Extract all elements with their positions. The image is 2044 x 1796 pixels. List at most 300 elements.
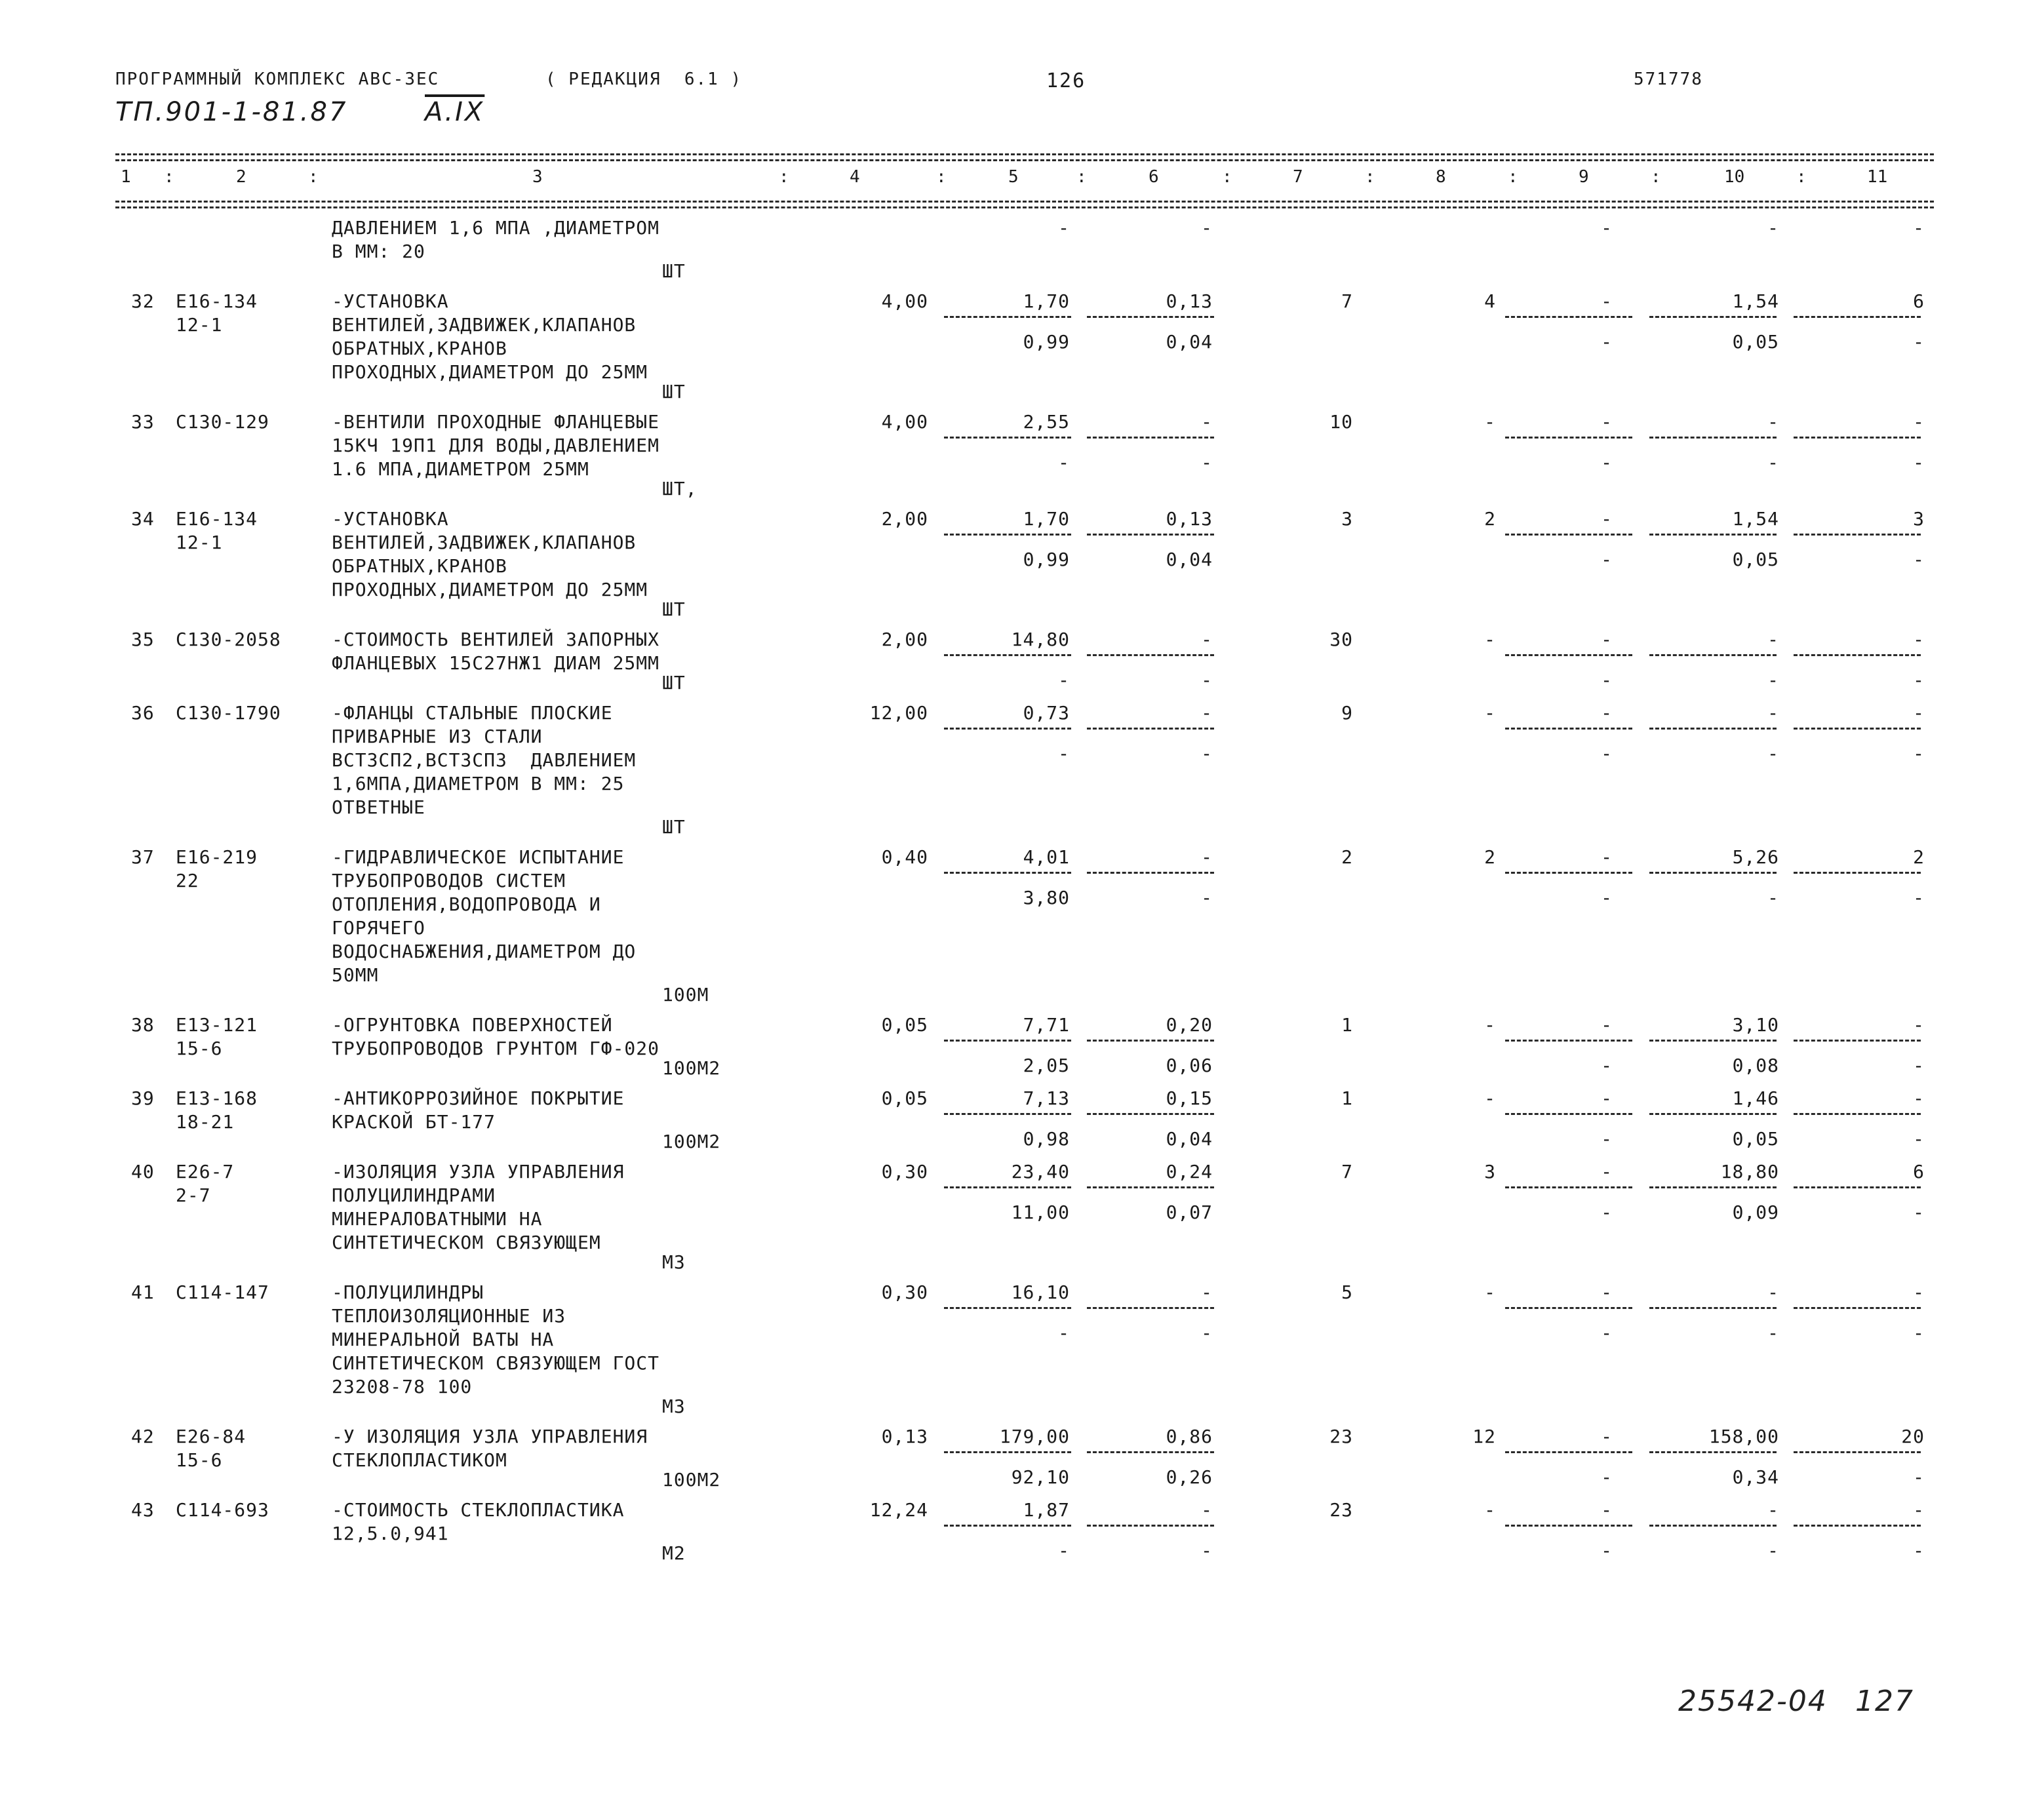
table-row bbox=[0, 507, 2044, 625]
col11-sub-value: - bbox=[1913, 887, 1925, 908]
col7-value: 23 bbox=[1329, 1426, 1353, 1447]
col10-sub-value: - bbox=[1767, 669, 1779, 691]
doc-number: 571778 bbox=[1634, 69, 1703, 89]
table-row bbox=[0, 1013, 2044, 1084]
unit-of-measure: ШТ bbox=[662, 816, 686, 838]
column-header-10: 10 bbox=[1724, 167, 1745, 187]
col8-value: 2 bbox=[1484, 846, 1496, 868]
fraction-divider bbox=[1794, 1186, 1921, 1188]
col5-value: 7,13 bbox=[1023, 1087, 1070, 1109]
row-number: 43 bbox=[131, 1499, 155, 1521]
fraction-divider bbox=[1649, 437, 1777, 439]
fraction-divider bbox=[1649, 1186, 1777, 1188]
fraction-divider bbox=[944, 1186, 1071, 1188]
col8-value: - bbox=[1484, 702, 1496, 724]
work-description: -ИЗОЛЯЦИЯ УЗЛА УПРАВЛЕНИЯ ПОЛУЦИЛИНДРАМИ МИНЕРАЛОВАТНЫМИ НА СИНТЕТИЧЕСКОМ СВЯЗУЮЩЕМ bbox=[332, 1161, 625, 1253]
column-separator: : bbox=[1796, 167, 1807, 187]
col5-sub-value: 3,80 bbox=[1023, 887, 1070, 908]
col9-value: - bbox=[1601, 1014, 1613, 1036]
col11-sub-value: - bbox=[1913, 331, 1925, 353]
col10-value: 18,80 bbox=[1720, 1161, 1779, 1182]
fraction-divider bbox=[1649, 728, 1777, 730]
fraction-divider bbox=[1087, 872, 1214, 874]
fraction-divider bbox=[1087, 728, 1214, 730]
row-number: 39 bbox=[131, 1087, 155, 1109]
work-description: -ВЕНТИЛИ ПРОХОДНЫЕ ФЛАНЦЕВЫЕ 15КЧ 19П1 ДЛЯ ВОДЫ,ДАВЛЕНИЕМ 1.6 МПА,ДИАМЕТРОМ 25ММ bbox=[332, 411, 660, 480]
col7-value: 3 bbox=[1341, 508, 1353, 530]
col8-value: 3 bbox=[1484, 1161, 1496, 1182]
col10-value: - bbox=[1767, 702, 1779, 724]
col9-sub-value: - bbox=[1601, 331, 1613, 353]
col5-sub-value: - bbox=[1058, 1540, 1070, 1561]
col9-sub-value: - bbox=[1601, 1201, 1613, 1223]
col5-value: 7,71 bbox=[1023, 1014, 1070, 1036]
col5-sub-value: 0,99 bbox=[1023, 331, 1070, 353]
table-row bbox=[0, 846, 2044, 1011]
fraction-divider bbox=[1087, 1451, 1214, 1453]
column-separator: : bbox=[1076, 167, 1087, 187]
col11-value: - bbox=[1913, 702, 1925, 724]
col6-sub-value: 0,26 bbox=[1166, 1466, 1213, 1488]
fraction-divider bbox=[1649, 1451, 1777, 1453]
fraction-divider bbox=[944, 1307, 1071, 1309]
row-number: 40 bbox=[131, 1161, 155, 1182]
unit-of-measure: ШТ bbox=[662, 598, 686, 620]
col11-sub-value: - bbox=[1913, 1128, 1925, 1150]
row-number: 33 bbox=[131, 411, 155, 433]
price-code-sub: 12-1 bbox=[176, 314, 223, 336]
fraction-divider bbox=[1505, 437, 1632, 439]
col10-sub-value: - bbox=[1767, 743, 1779, 764]
col11-value: 6 bbox=[1913, 290, 1925, 312]
fraction-divider bbox=[1649, 316, 1777, 318]
fraction-divider bbox=[1794, 654, 1921, 656]
col11-value: 2 bbox=[1913, 846, 1925, 868]
col6-sub-value: 0,04 bbox=[1166, 331, 1213, 353]
col4-quantity: 0,05 bbox=[881, 1014, 928, 1036]
fraction-divider bbox=[944, 437, 1071, 439]
table-row bbox=[0, 701, 2044, 843]
col10-sub-value: - bbox=[1767, 452, 1779, 473]
col6-value: 0,20 bbox=[1166, 1014, 1213, 1036]
album-label: А.IX bbox=[425, 97, 485, 127]
fraction-divider bbox=[1505, 1307, 1632, 1309]
fraction-divider bbox=[1087, 1307, 1214, 1309]
col6-sub-value: - bbox=[1201, 669, 1213, 691]
col10-value: 1,46 bbox=[1732, 1087, 1779, 1109]
col6-value: 0,24 bbox=[1166, 1161, 1213, 1182]
col9-sub-value: - bbox=[1601, 1466, 1613, 1488]
unit-of-measure: М3 bbox=[662, 1251, 686, 1273]
price-code: С130-2058 bbox=[176, 629, 281, 650]
col6-sub-value: 0,04 bbox=[1166, 549, 1213, 570]
fraction-divider bbox=[1649, 534, 1777, 536]
row-number: 34 bbox=[131, 508, 155, 530]
column-header-4: 4 bbox=[850, 167, 860, 187]
column-header-6: 6 bbox=[1149, 167, 1159, 187]
col7-value: 7 bbox=[1341, 1161, 1353, 1182]
col10-value: - bbox=[1767, 217, 1779, 239]
col8-value: 2 bbox=[1484, 508, 1496, 530]
col8-value: 12 bbox=[1472, 1426, 1496, 1447]
col10-sub-value: - bbox=[1767, 887, 1779, 908]
fraction-divider bbox=[944, 1525, 1071, 1527]
col8-value: - bbox=[1484, 1281, 1496, 1303]
col9-sub-value: - bbox=[1601, 669, 1613, 691]
fraction-divider bbox=[1794, 1307, 1921, 1309]
col4-quantity: 4,00 bbox=[881, 290, 928, 312]
unit-of-measure: ШТ bbox=[662, 381, 686, 402]
fraction-divider bbox=[1505, 1186, 1632, 1188]
fraction-divider bbox=[1087, 654, 1214, 656]
col9-sub-value: - bbox=[1601, 1055, 1613, 1076]
col6-value: 0,15 bbox=[1166, 1087, 1213, 1109]
col5-value: 1,70 bbox=[1023, 290, 1070, 312]
col7-value: 9 bbox=[1341, 702, 1353, 724]
col6-sub-value: 0,04 bbox=[1166, 1128, 1213, 1150]
col11-value: - bbox=[1913, 1014, 1925, 1036]
column-separator: : bbox=[308, 167, 319, 187]
col5-sub-value: 11,00 bbox=[1011, 1201, 1070, 1223]
col11-value: - bbox=[1913, 1499, 1925, 1521]
col11-sub-value: - bbox=[1913, 1201, 1925, 1223]
col10-sub-value: - bbox=[1767, 1322, 1779, 1344]
col6-value: - bbox=[1201, 1281, 1213, 1303]
fraction-divider bbox=[1794, 437, 1921, 439]
col5-value: 4,01 bbox=[1023, 846, 1070, 868]
fraction-divider bbox=[1794, 316, 1921, 318]
fraction-divider bbox=[1794, 534, 1921, 536]
col5-value: 14,80 bbox=[1011, 629, 1070, 650]
column-header-9: 9 bbox=[1579, 167, 1589, 187]
work-description: -СТОИМОСТЬ СТЕКЛОПЛАСТИКА 12,5.0,941 bbox=[332, 1499, 625, 1544]
price-code-sub: 2-7 bbox=[176, 1184, 211, 1206]
work-description: -У ИЗОЛЯЦИЯ УЗЛА УПРАВЛЕНИЯ СТЕКЛОПЛАСТИКОМ bbox=[332, 1426, 648, 1471]
fraction-divider bbox=[944, 728, 1071, 730]
col4-quantity: 12,00 bbox=[869, 702, 928, 724]
col11-sub-value: - bbox=[1913, 743, 1925, 764]
fraction-divider bbox=[944, 1451, 1071, 1453]
col5-sub-value: 0,99 bbox=[1023, 549, 1070, 570]
fraction-divider bbox=[1505, 1451, 1632, 1453]
fraction-divider bbox=[1794, 872, 1921, 874]
column-separator: : bbox=[1365, 167, 1375, 187]
price-code-sub: 15-6 bbox=[176, 1449, 223, 1471]
col10-value: 1,54 bbox=[1732, 290, 1779, 312]
work-description: -ФЛАНЦЫ СТАЛЬНЫЕ ПЛОСКИЕ ПРИВАРНЫЕ ИЗ СТАЛИ ВСТ3СП2,ВСТ3СП3 ДАВЛЕНИЕМ 1,6МПА,ДИАМЕТРОМ В ММ: 25 ОТВЕТНЫЕ bbox=[332, 702, 637, 818]
work-description: -АНТИКОРРОЗИЙНОЕ ПОКРЫТИЕ КРАСКОЙ БТ-177 bbox=[332, 1087, 625, 1133]
col6-value: - bbox=[1201, 217, 1213, 239]
col9-sub-value: - bbox=[1601, 743, 1613, 764]
fraction-divider bbox=[1649, 1113, 1777, 1115]
table-row bbox=[0, 1425, 2044, 1496]
col6-value: 0,86 bbox=[1166, 1426, 1213, 1447]
col6-sub-value: - bbox=[1201, 1322, 1213, 1344]
price-code: Е16-134 bbox=[176, 290, 258, 312]
col7-value: 5 bbox=[1341, 1281, 1353, 1303]
col10-sub-value: 0,08 bbox=[1732, 1055, 1779, 1076]
col7-value: 7 bbox=[1341, 290, 1353, 312]
unit-of-measure: 100М bbox=[662, 984, 709, 1005]
col10-sub-value: 0,34 bbox=[1732, 1466, 1779, 1488]
fraction-divider bbox=[944, 654, 1071, 656]
col10-value: - bbox=[1767, 1281, 1779, 1303]
table-row bbox=[0, 628, 2044, 699]
col10-sub-value: 0,09 bbox=[1732, 1201, 1779, 1223]
col6-sub-value: - bbox=[1201, 452, 1213, 473]
fraction-divider bbox=[1794, 1451, 1921, 1453]
column-separator: : bbox=[164, 167, 174, 187]
fraction-divider bbox=[1505, 1113, 1632, 1115]
col9-sub-value: - bbox=[1601, 887, 1613, 908]
col7-value: 1 bbox=[1341, 1014, 1353, 1036]
col11-value: - bbox=[1913, 1087, 1925, 1109]
col6-value: - bbox=[1201, 629, 1213, 650]
column-header-1: 1 bbox=[121, 167, 131, 187]
col9-value: - bbox=[1601, 1499, 1613, 1521]
price-code: Е26-7 bbox=[176, 1161, 235, 1182]
table-row bbox=[0, 290, 2044, 408]
col5-value: 1,87 bbox=[1023, 1499, 1070, 1521]
col5-value: - bbox=[1058, 217, 1070, 239]
col8-value: - bbox=[1484, 1087, 1496, 1109]
col6-value: - bbox=[1201, 1499, 1213, 1521]
col4-quantity: 0,30 bbox=[881, 1161, 928, 1182]
col5-sub-value: - bbox=[1058, 1322, 1070, 1344]
table-top-rule bbox=[115, 153, 1934, 155]
col6-value: - bbox=[1201, 411, 1213, 433]
price-code-sub: 15-6 bbox=[176, 1038, 223, 1059]
col11-value: - bbox=[1913, 1281, 1925, 1303]
column-separator: : bbox=[779, 167, 789, 187]
fraction-divider bbox=[1087, 1113, 1214, 1115]
col8-value: 4 bbox=[1484, 290, 1496, 312]
column-separator: : bbox=[936, 167, 947, 187]
col11-sub-value: - bbox=[1913, 452, 1925, 473]
price-code: Е16-219 bbox=[176, 846, 258, 868]
column-header-5: 5 bbox=[1008, 167, 1019, 187]
col5-sub-value: 92,10 bbox=[1011, 1466, 1070, 1488]
column-header-11: 11 bbox=[1867, 167, 1888, 187]
row-number: 38 bbox=[131, 1014, 155, 1036]
edition-label: ( РЕДАКЦИЯ 6.1 ) bbox=[545, 69, 743, 89]
col4-quantity: 0,30 bbox=[881, 1281, 928, 1303]
fraction-divider bbox=[1649, 1525, 1777, 1527]
col9-sub-value: - bbox=[1601, 549, 1613, 570]
col11-value: - bbox=[1913, 217, 1925, 239]
col5-sub-value: - bbox=[1058, 743, 1070, 764]
col6-sub-value: - bbox=[1201, 1540, 1213, 1561]
header-bottom-rule-2 bbox=[115, 206, 1934, 208]
unit-of-measure: М2 bbox=[662, 1542, 686, 1564]
col4-quantity: 2,00 bbox=[881, 629, 928, 650]
col7-value: 1 bbox=[1341, 1087, 1353, 1109]
col5-value: 179,00 bbox=[999, 1426, 1070, 1447]
fraction-divider bbox=[944, 316, 1071, 318]
fraction-divider bbox=[1794, 1113, 1921, 1115]
column-header-7: 7 bbox=[1293, 167, 1303, 187]
fraction-divider bbox=[1505, 872, 1632, 874]
col6-value: 0,13 bbox=[1166, 290, 1213, 312]
row-number: 35 bbox=[131, 629, 155, 650]
table-row bbox=[0, 1281, 2044, 1422]
col5-sub-value: - bbox=[1058, 669, 1070, 691]
col11-sub-value: - bbox=[1913, 1540, 1925, 1561]
work-description: -УСТАНОВКА ВЕНТИЛЕЙ,ЗАДВИЖЕК,КЛАПАНОВ ОБРАТНЫХ,КРАНОВ ПРОХОДНЫХ,ДИАМЕТРОМ ДО 25ММ bbox=[332, 508, 648, 600]
fraction-divider bbox=[1087, 1186, 1214, 1188]
work-description: ДАВЛЕНИЕМ 1,6 МПА ,ДИАМЕТРОМ В ММ: 20 bbox=[332, 217, 660, 262]
work-description: -СТОИМОСТЬ ВЕНТИЛЕЙ ЗАПОРНЫХ ФЛАНЦЕВЫХ 15С27НЖ1 ДИАМ 25ММ bbox=[332, 629, 660, 674]
column-separator: : bbox=[1222, 167, 1232, 187]
col6-value: - bbox=[1201, 702, 1213, 724]
price-code-sub: 22 bbox=[176, 870, 199, 891]
col5-value: 2,55 bbox=[1023, 411, 1070, 433]
column-header-8: 8 bbox=[1436, 167, 1446, 187]
col10-value: 158,00 bbox=[1708, 1426, 1779, 1447]
col5-value: 23,40 bbox=[1011, 1161, 1070, 1182]
fraction-divider bbox=[1087, 316, 1214, 318]
table-row bbox=[0, 216, 2044, 287]
col7-value: 10 bbox=[1329, 411, 1353, 433]
col5-value: 16,10 bbox=[1011, 1281, 1070, 1303]
row-number: 32 bbox=[131, 290, 155, 312]
fraction-divider bbox=[1087, 1040, 1214, 1042]
col11-sub-value: - bbox=[1913, 669, 1925, 691]
price-code-sub: 18-21 bbox=[176, 1111, 235, 1133]
column-header-3: 3 bbox=[532, 167, 543, 187]
col11-value: - bbox=[1913, 629, 1925, 650]
col10-value: 3,10 bbox=[1732, 1014, 1779, 1036]
col5-sub-value: 2,05 bbox=[1023, 1055, 1070, 1076]
work-description: -УСТАНОВКА ВЕНТИЛЕЙ,ЗАДВИЖЕК,КЛАПАНОВ ОБРАТНЫХ,КРАНОВ ПРОХОДНЫХ,ДИАМЕТРОМ ДО 25ММ bbox=[332, 290, 648, 383]
table-top-rule-2 bbox=[115, 159, 1934, 161]
fraction-divider bbox=[1794, 1525, 1921, 1527]
col11-sub-value: - bbox=[1913, 1055, 1925, 1076]
col10-value: - bbox=[1767, 1499, 1779, 1521]
col10-value: - bbox=[1767, 629, 1779, 650]
row-number: 41 bbox=[131, 1281, 155, 1303]
col6-sub-value: 0,07 bbox=[1166, 1201, 1213, 1223]
col5-value: 1,70 bbox=[1023, 508, 1070, 530]
col5-value: 0,73 bbox=[1023, 702, 1070, 724]
col10-sub-value: - bbox=[1767, 1540, 1779, 1561]
col6-sub-value: 0,06 bbox=[1166, 1055, 1213, 1076]
unit-of-measure: ШТ, bbox=[662, 478, 698, 499]
work-description: -ПОЛУЦИЛИНДРЫ ТЕПЛОИЗОЛЯЦИОННЫЕ ИЗ МИНЕРАЛЬНОЙ ВАТЫ НА СИНТЕТИЧЕСКОМ СВЯЗУЮЩЕМ ГОСТ 23208-78 100 bbox=[332, 1281, 660, 1397]
handwritten-signature: 25542-04 bbox=[1678, 1685, 1828, 1718]
col7-value: 23 bbox=[1329, 1499, 1353, 1521]
unit-of-measure: ШТ bbox=[662, 672, 686, 693]
col11-value: 3 bbox=[1913, 508, 1925, 530]
fraction-divider bbox=[944, 1113, 1071, 1115]
price-code: Е13-168 bbox=[176, 1087, 258, 1109]
price-code: С130-1790 bbox=[176, 702, 281, 724]
col7-value: 2 bbox=[1341, 846, 1353, 868]
col11-sub-value: - bbox=[1913, 1466, 1925, 1488]
work-description: -ОГРУНТОВКА ПОВЕРХНОСТЕЙ ТРУБОПРОВОДОВ ГРУНТОМ ГФ-020 bbox=[332, 1014, 660, 1059]
column-header-2: 2 bbox=[236, 167, 246, 187]
fraction-divider bbox=[1649, 1307, 1777, 1309]
fraction-divider bbox=[1505, 1525, 1632, 1527]
col4-quantity: 2,00 bbox=[881, 508, 928, 530]
unit-of-measure: ШТ bbox=[662, 260, 686, 282]
col6-value: 0,13 bbox=[1166, 508, 1213, 530]
program-title: ПРОГРАММНЫЙ КОМПЛЕКС АВС-3ЕС bbox=[115, 69, 440, 89]
col4-quantity: 12,24 bbox=[869, 1499, 928, 1521]
col8-value: - bbox=[1484, 629, 1496, 650]
price-code: С114-147 bbox=[176, 1281, 269, 1303]
col9-sub-value: - bbox=[1601, 1322, 1613, 1344]
fraction-divider bbox=[1505, 654, 1632, 656]
column-separator: : bbox=[1651, 167, 1661, 187]
col8-value: - bbox=[1484, 1014, 1496, 1036]
price-code: Е16-134 bbox=[176, 508, 258, 530]
page-number: 126 bbox=[1046, 69, 1086, 92]
col11-value: - bbox=[1913, 411, 1925, 433]
fraction-divider bbox=[1505, 728, 1632, 730]
col9-sub-value: - bbox=[1601, 452, 1613, 473]
row-number: 36 bbox=[131, 702, 155, 724]
col5-sub-value: 0,98 bbox=[1023, 1128, 1070, 1150]
col5-sub-value: - bbox=[1058, 452, 1070, 473]
fraction-divider bbox=[1087, 534, 1214, 536]
col6-sub-value: - bbox=[1201, 743, 1213, 764]
col9-value: - bbox=[1601, 629, 1613, 650]
fraction-divider bbox=[944, 534, 1071, 536]
col4-quantity: 4,00 bbox=[881, 411, 928, 433]
col9-sub-value: - bbox=[1601, 1540, 1613, 1561]
col11-sub-value: - bbox=[1913, 1322, 1925, 1344]
col10-value: 1,54 bbox=[1732, 508, 1779, 530]
project-code: ТП.901-1-81.87 bbox=[115, 97, 348, 127]
price-code: С114-693 bbox=[176, 1499, 269, 1521]
col10-value: 5,26 bbox=[1732, 846, 1779, 868]
fraction-divider bbox=[1794, 1040, 1921, 1042]
table-row bbox=[0, 1160, 2044, 1278]
fraction-divider bbox=[1794, 728, 1921, 730]
fraction-divider bbox=[1505, 534, 1632, 536]
price-code: Е13-121 bbox=[176, 1014, 258, 1036]
col11-sub-value: - bbox=[1913, 549, 1925, 570]
col10-sub-value: 0,05 bbox=[1732, 1128, 1779, 1150]
col9-value: - bbox=[1601, 846, 1613, 868]
fraction-divider bbox=[944, 1040, 1071, 1042]
col9-value: - bbox=[1601, 1087, 1613, 1109]
col8-value: - bbox=[1484, 1499, 1496, 1521]
work-description: -ГИДРАВЛИЧЕСКОЕ ИСПЫТАНИЕ ТРУБОПРОВОДОВ СИСТЕМ ОТОПЛЕНИЯ,ВОДОПРОВОДА И ГОРЯЧЕГО ВОДОСНАБЖЕНИЯ,ДИАМЕТРОМ ДО 50ММ bbox=[332, 846, 637, 986]
col6-sub-value: - bbox=[1201, 887, 1213, 908]
row-number: 42 bbox=[131, 1426, 155, 1447]
col9-value: - bbox=[1601, 411, 1613, 433]
column-separator: : bbox=[1508, 167, 1518, 187]
col9-value: - bbox=[1601, 1281, 1613, 1303]
unit-of-measure: М3 bbox=[662, 1396, 686, 1417]
col9-value: - bbox=[1601, 508, 1613, 530]
header-bottom-rule bbox=[115, 201, 1934, 203]
fraction-divider bbox=[1505, 316, 1632, 318]
col4-quantity: 0,13 bbox=[881, 1426, 928, 1447]
unit-of-measure: 100М2 bbox=[662, 1469, 721, 1491]
sheet-number: 127 bbox=[1855, 1685, 1914, 1718]
price-code-sub: 12-1 bbox=[176, 532, 223, 553]
unit-of-measure: 100М2 bbox=[662, 1057, 721, 1079]
col11-value: 6 bbox=[1913, 1161, 1925, 1182]
col9-value: - bbox=[1601, 1426, 1613, 1447]
fraction-divider bbox=[1505, 1040, 1632, 1042]
unit-of-measure: 100М2 bbox=[662, 1131, 721, 1152]
col4-quantity: 0,05 bbox=[881, 1087, 928, 1109]
col9-sub-value: - bbox=[1601, 1128, 1613, 1150]
